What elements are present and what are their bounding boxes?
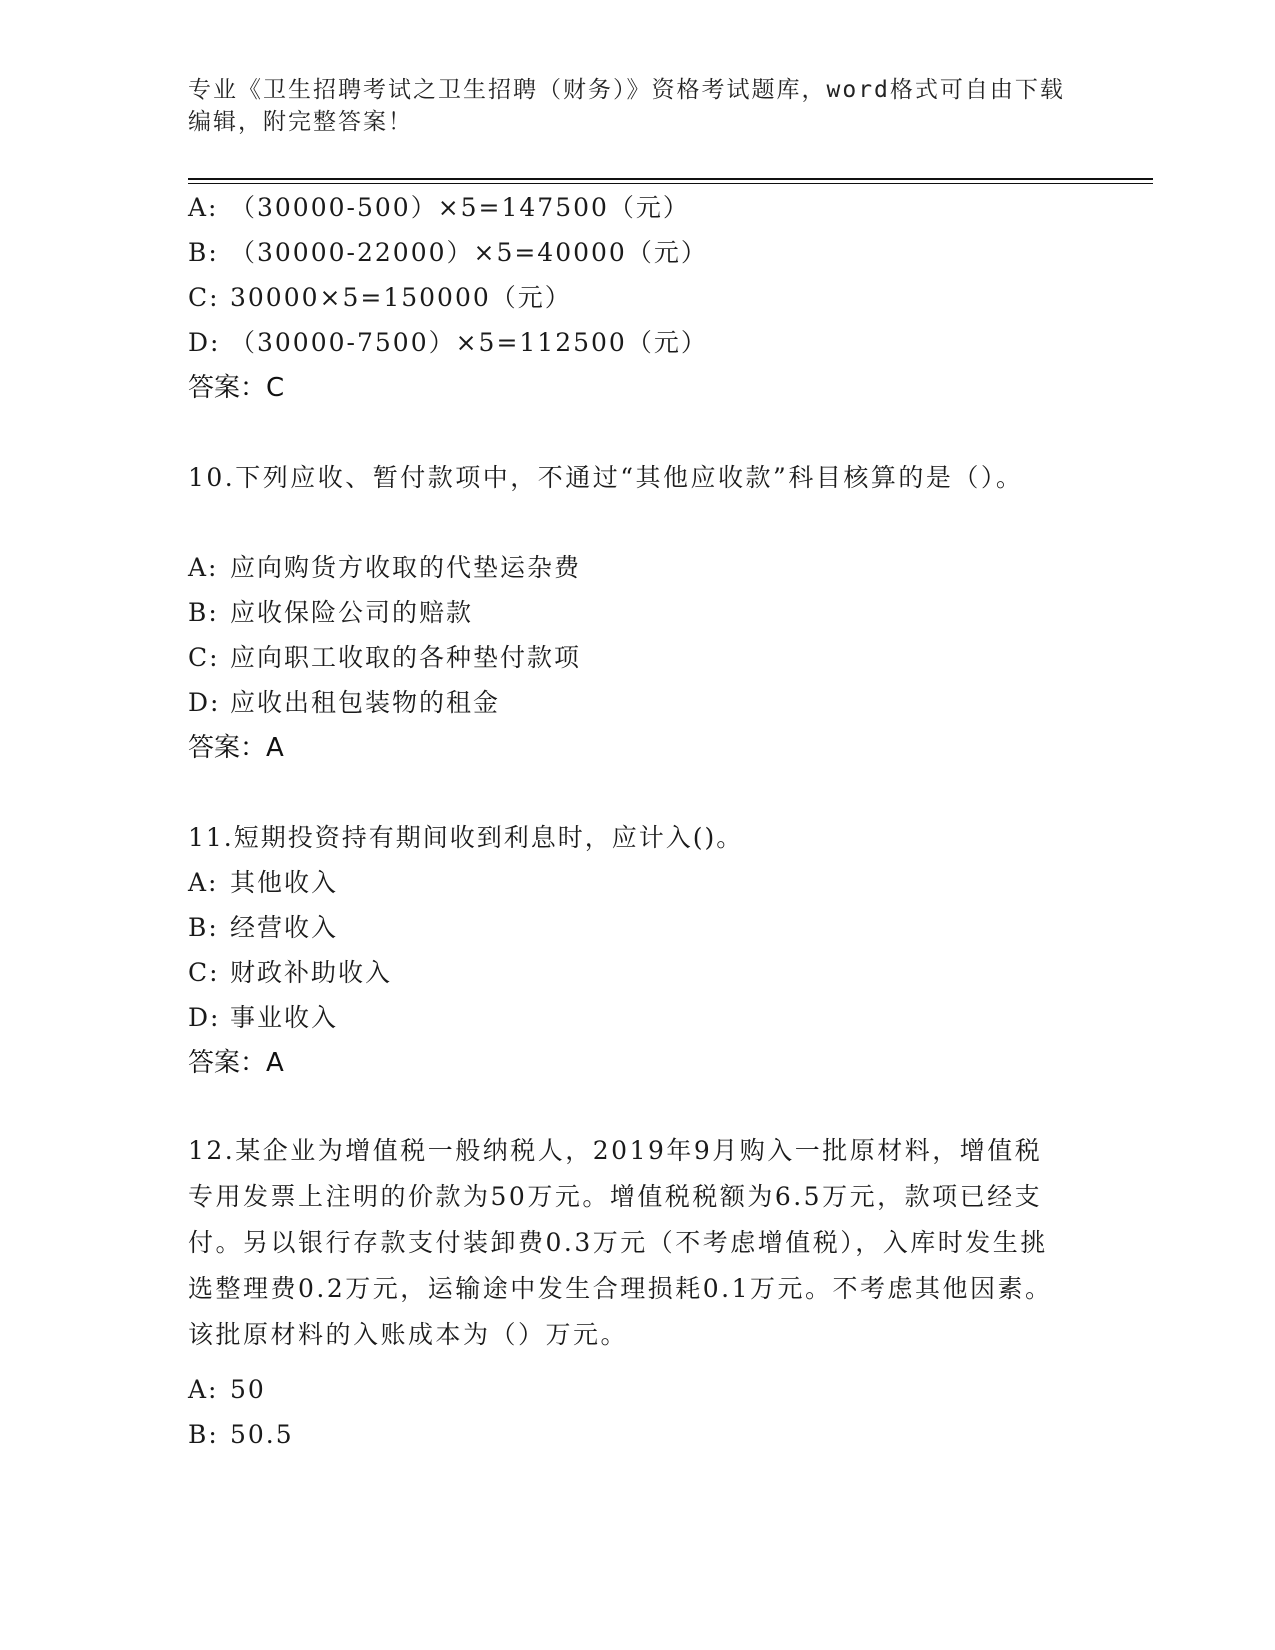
option-key: A: (188, 193, 219, 222)
option-key: C: (188, 643, 220, 672)
q10-option-c (188, 643, 581, 673)
option-key: C: (188, 283, 220, 312)
option-text: 其他收入 (230, 868, 339, 897)
option-key: B: (188, 238, 219, 267)
q9-option-c (188, 283, 572, 313)
option-text: （30000-7500）×5=112500（元） (230, 328, 708, 357)
option-key: D: (188, 1003, 221, 1032)
option-key: B: (188, 598, 219, 627)
option-key: C: (188, 958, 220, 987)
q11-option-a (188, 868, 338, 898)
option-text: 事业收入 (230, 1003, 339, 1032)
q9-option-d (188, 328, 708, 358)
q11-option-b (188, 913, 338, 943)
q10-option-b (188, 598, 473, 628)
option-key: A: (188, 553, 219, 582)
option-text: 财政补助收入 (230, 958, 393, 987)
q12-option-b (188, 1420, 294, 1450)
option-text: 应向职工收取的各种垫付款项 (230, 643, 582, 672)
q9-option-a (188, 193, 690, 223)
page-header: 专业《卫生招聘考试之卫生招聘（财务）》资格考试题库，word格式可自由下载编辑，附完整答案！ (188, 77, 1065, 135)
option-text: 应收保险公司的赔款 (230, 598, 474, 627)
option-key: B: (188, 1420, 219, 1449)
header-divider-thick (188, 178, 1153, 180)
option-text: 应收出租包装物的租金 (230, 688, 501, 717)
q12-option-a (188, 1375, 266, 1405)
q9-option-b (188, 238, 708, 268)
option-key: A: (188, 868, 219, 897)
q9-answer: 答案：C (188, 373, 285, 403)
q12-stem: 12.某企业为增值税一般纳税人，2019年9月购入一批原材料，增值税专用发票上注明的价款为50万元。增值税税额为6.5万元，款项已经支付。另以银行存款支付装卸费0.3万元（不考虑增值税），入库时发生挑选整理费0.2万元，运输途中发生合理损耗0.1万元。不考虑其他因素。该批原材料的入账成本为（）万元。 (188, 1136, 1053, 1349)
option-key: D: (188, 328, 221, 357)
q10-option-a (188, 553, 581, 583)
q11-stem: 11.短期投资持有期间收到利息时，应计入()。 (188, 823, 744, 852)
option-key: B: (188, 913, 219, 942)
q11-answer: 答案：A (188, 1048, 284, 1078)
option-text: （30000-500）×5=147500（元） (230, 193, 690, 222)
q10-stem: 10.下列应收、暂付款项中，不通过“其他应收款”科目核算的是（）。 (188, 463, 1024, 492)
option-text: 经营收入 (230, 913, 339, 942)
option-text: （30000-22000）×5=40000（元） (230, 238, 708, 267)
option-key: A: (188, 1375, 219, 1404)
q11-option-d (188, 1003, 338, 1033)
option-text: 50.5 (230, 1420, 294, 1449)
option-text: 50 (230, 1375, 266, 1404)
header-divider-thin (188, 183, 1153, 184)
option-key: D: (188, 688, 221, 717)
option-text: 30000×5=150000（元） (230, 283, 572, 312)
q10-answer: 答案：A (188, 733, 284, 763)
q10-option-d (188, 688, 500, 718)
q11-option-c (188, 958, 392, 988)
option-text: 应向购货方收取的代垫运杂费 (230, 553, 582, 582)
